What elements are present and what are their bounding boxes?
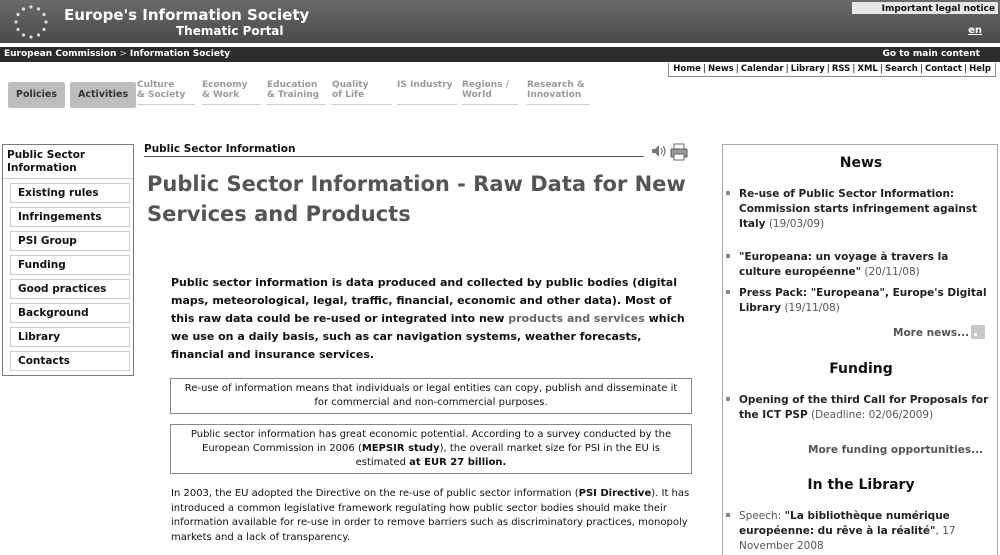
funding-item[interactable]: Opening of the third Call for Proposals for the ICT PSP (Deadline: 02/06/2009) — [739, 394, 989, 421]
site-header — [0, 0, 1000, 43]
breadcrumb-information-society[interactable]: Information Society — [129, 49, 231, 59]
util-library[interactable]: Library — [790, 64, 825, 74]
right-sidebar — [722, 144, 998, 555]
reuse-definition-box: Re-use of information means that individuals or legal entities can copy, publish and disseminate it for commercial and non-commercial purposes. — [170, 378, 692, 414]
site-title: Europe's Information Society — [64, 6, 310, 24]
util-help[interactable]: Help — [969, 64, 991, 74]
sidebar-item-contacts[interactable]: Contacts — [10, 351, 130, 371]
tab-is-industry[interactable]: IS Industry — [397, 80, 457, 105]
util-xml[interactable]: XML — [857, 64, 878, 74]
page-title: Public Sector Information - Raw Data for New Services and Products — [147, 172, 686, 226]
news-item[interactable]: Press Pack: "Europeana", Europe's Digital Library (19/11/08) — [739, 286, 989, 316]
tab-activities[interactable]: Activities — [70, 82, 136, 108]
print-icon[interactable] — [670, 143, 688, 161]
breadcrumb — [4, 49, 230, 59]
tab-policies[interactable]: Policies — [8, 82, 65, 108]
breadcrumb-european-commission[interactable]: European Commission — [4, 49, 117, 59]
mepsir-study-link[interactable]: MEPSIR study — [361, 443, 440, 454]
util-news[interactable]: News — [707, 64, 734, 74]
breadcrumb-separator: > — [119, 49, 127, 59]
section-heading: Public Sector Information — [144, 143, 644, 157]
more-news-link[interactable]: More news... — [893, 325, 985, 339]
sidebar-item-psi-group[interactable]: PSI Group — [10, 231, 130, 251]
tab-regions-world[interactable]: Regions / World — [462, 80, 518, 105]
go-to-main-content-link[interactable]: Go to main content — [882, 49, 980, 59]
section-sidebar — [2, 144, 134, 376]
library-item[interactable]: Speech: "La bibliothèque numérique européenne: du rêve à la réalité", 17 November 2008 — [739, 509, 989, 554]
tab-culture-society[interactable]: Culture & Society — [137, 80, 195, 105]
legal-notice-bar — [852, 2, 998, 14]
speaker-icon[interactable] — [650, 143, 668, 159]
directive-paragraph: In 2003, the EU adopted the Directive on the re-use of public sector information (PSI Directive). It has introduced a common legislative framework regulating how public sector bodies should make their information available for re-use in order to remove barriers such as discriminatory practices, monopoly markets and a lack of transparency. — [171, 488, 690, 543]
util-calendar[interactable]: Calendar — [740, 64, 784, 74]
news-item[interactable]: Re-use of Public Sector Information: Commission starts infringement against Italy (19/03/09) — [739, 187, 989, 232]
legal-notice-link[interactable]: Important legal notice — [881, 4, 995, 14]
more-funding-link[interactable]: More funding opportunities... — [808, 444, 984, 456]
utility-links: Home | News | Calendar | Library | RSS | XML | Search | Contact | Help — [668, 63, 996, 77]
util-contact[interactable]: Contact — [924, 64, 962, 74]
sidebar-item-background[interactable]: Background — [10, 303, 130, 323]
sidebar-item-existing-rules[interactable]: Existing rules — [10, 183, 130, 203]
funding-heading: Funding — [829, 361, 893, 377]
site-subtitle: Thematic Portal — [176, 24, 284, 38]
util-rss[interactable]: RSS — [831, 64, 851, 74]
eu-stars-logo-icon[interactable] — [10, 2, 52, 42]
breadcrumb-bar — [0, 47, 1000, 62]
util-home[interactable]: Home — [673, 64, 701, 74]
news-heading: News — [839, 155, 883, 171]
products-services-link[interactable]: products and services — [508, 312, 645, 325]
sidebar-item-funding[interactable]: Funding — [10, 255, 130, 275]
sidebar-item-library[interactable]: Library — [10, 327, 130, 347]
sidebar-heading[interactable]: Public Sector Information — [3, 145, 133, 179]
rss-icon[interactable] — [971, 325, 985, 339]
psi-directive-link[interactable]: PSI Directive — [578, 488, 652, 499]
util-search[interactable]: Search — [884, 64, 918, 74]
tab-education-training[interactable]: Education & Training — [267, 80, 325, 105]
tab-economy-work[interactable]: Economy & Work — [202, 80, 260, 105]
library-heading: In the Library — [807, 477, 915, 493]
language-selector[interactable]: en — [968, 25, 982, 36]
intro-paragraph: Public sector information is data produced and collected by public bodies (digital maps, meteorological, legal, traffic, financial, economic and other data). Most of this raw data could be re-used or integrated into new products and services which we use on a daily basis, such as car navigation systems, weather forecasts, financial and insurance services. — [171, 276, 685, 361]
sidebar-item-infringements[interactable]: Infringements — [10, 207, 130, 227]
tab-quality-of-life[interactable]: Quality of Life — [332, 80, 392, 105]
tab-research-innovation[interactable]: Research & Innovation — [527, 80, 589, 105]
economic-potential-box: Public sector information has great economic potential. According to a survey conducted by the European Commission in 2006 (MEPSIR study), the overall market size for PSI in the EU is estimated at EUR 27 billion. — [170, 424, 692, 474]
sidebar-item-good-practices[interactable]: Good practices — [10, 279, 130, 299]
news-item[interactable]: "Europeana: un voyage à travers la culture européenne" (20/11/08) — [739, 250, 989, 280]
